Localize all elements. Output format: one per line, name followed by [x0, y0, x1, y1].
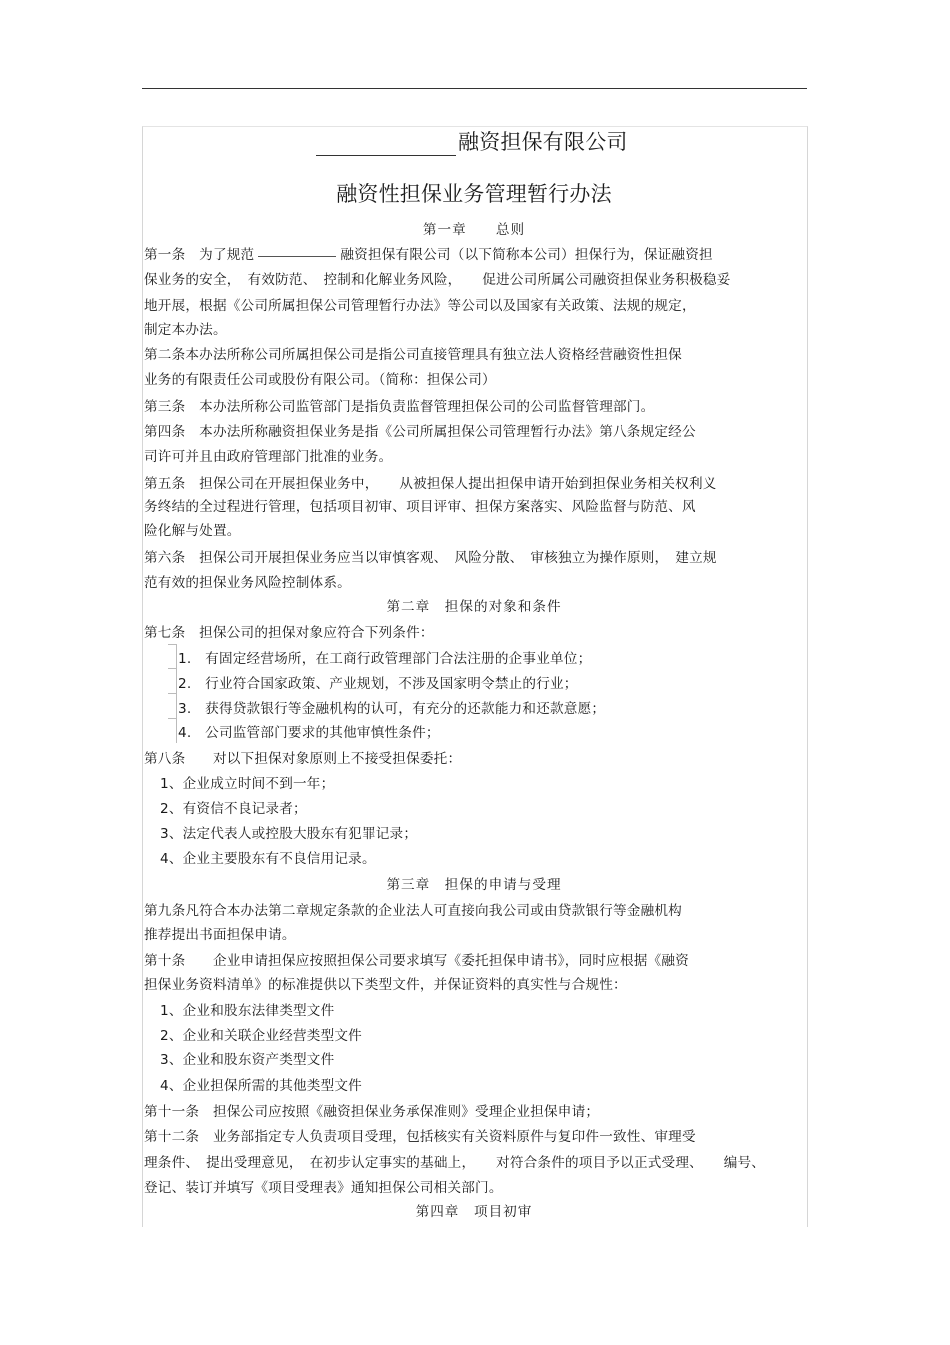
article-6-line-1: 第六条 担保公司开展担保业务应当以审慎客观、 风险分散、 审核独立为操作原则， 建立规: [144, 550, 717, 566]
article-3-line-1: 第三条 本办法所称公司监管部门是指负责监督管理担保公司的公司监督管理部门。: [144, 399, 655, 415]
article-2-line-1: 第二条本办法所称公司所属担保公司是指公司直接管理具有独立法人资格经营融资性担保: [144, 347, 682, 363]
article-1-line-3: 地开展，根据《公司所属担保公司管理暂行办法》等公司以及国家有关政策、法规的规定，: [144, 298, 696, 314]
article-12-line-3: 登记、装订并填写《项目受理表》通知担保公司相关部门。: [144, 1180, 503, 1196]
article-10-item-4: 4、企业担保所需的其他类型文件: [160, 1078, 362, 1094]
list-rule: [168, 718, 177, 743]
list-rule: [168, 668, 177, 693]
article-8-item-3: 3、法定代表人或控股大股东有犯罪记录；: [160, 826, 418, 842]
article-7-item-1: 1. 有固定经营场所，在工商行政管理部门合法注册的企事业单位；: [178, 651, 592, 667]
list-rule: [168, 693, 177, 718]
article-8-item-4: 4、企业主要股东有不良信用记录。: [160, 851, 376, 867]
article-12-line-2: 理条件、 提出受理意见， 在初步认定事实的基础上， 对符合条件的项目予以正式受理、 编号、: [144, 1155, 766, 1171]
chapter-3-heading: 第三章 担保的申请与受理: [386, 877, 562, 893]
article-9-line-2: 推荐提出书面担保申请。: [144, 927, 296, 943]
article-4-line-2: 司许可并且由政府管理部门批准的业务。: [144, 449, 393, 465]
article-5-line-3: 险化解与处置。: [144, 523, 241, 539]
document-title: 融资性担保业务管理暂行办法: [336, 182, 612, 206]
chapter-4-heading: 第四章 项目初审: [415, 1204, 533, 1220]
article-5-line-1: 第五条 担保公司在开展担保业务中， 从被担保人提出担保申请开始到担保业务相关权利义: [144, 476, 717, 492]
inline-blank: [258, 256, 336, 257]
article-10-line-1: 第十条 企业申请担保应按照担保公司要求填写《委托担保申请书》，同时应根据《融资: [144, 953, 689, 969]
company-name-blank: [316, 155, 456, 156]
article-9-line-1: 第九条凡符合本办法第二章规定条款的企业法人可直接向我公司或由贷款银行等金融机构: [144, 903, 682, 919]
chapter-2-heading: 第二章 担保的对象和条件: [386, 599, 562, 615]
article-10-item-1: 1、企业和股东法律类型文件: [160, 1003, 335, 1019]
company-name: 融资担保有限公司: [458, 130, 628, 154]
article-5-line-2: 务终结的全过程进行管理，包括项目初审、项目评审、担保方案落实、风险监督与防范、风: [144, 499, 696, 515]
article-10-line-2: 担保业务资料清单》的标准提供以下类型文件，并保证资料的真实性与合规性：: [144, 977, 627, 993]
article-7-item-2: 2. 行业符合国家政策、产业规划，不涉及国家明令禁止的行业；: [178, 676, 578, 692]
article-11-line-1: 第十一条 担保公司应按照《融资担保业务承保准则》受理企业担保申请；: [144, 1104, 600, 1120]
article-8-item-2: 2、有资信不良记录者；: [160, 801, 307, 817]
article-12-line-1: 第十二条 业务部指定专人负责项目受理，包括核实有关资料原件与复印件一致性、审理受: [144, 1129, 696, 1145]
article-8-line-1: 第八条 对以下担保对象原则上不接受担保委托：: [144, 751, 462, 767]
article-7-item-4: 4. 公司监管部门要求的其他审慎性条件；: [178, 725, 440, 741]
article-10-item-3: 3、企业和股东资产类型文件: [160, 1052, 335, 1068]
article-7-line-1: 第七条 担保公司的担保对象应符合下列条件：: [144, 625, 434, 641]
chapter-1-heading: 第一章 总则: [422, 222, 526, 238]
article-1-line-2: 保业务的安全， 有效防范、 控制和化解业务风险， 促进公司所属公司融资担保业务积极稳妥: [144, 272, 731, 288]
article-10-item-2: 2、企业和关联企业经营类型文件: [160, 1028, 362, 1044]
article-4-line-1: 第四条 本办法所称融资担保业务是指《公司所属担保公司管理暂行办法》第八条规定经公: [144, 424, 696, 440]
article-1-line-1: 第一条 为了规范 融资担保有限公司（以下简称本公司）担保行为，保证融资担: [144, 247, 713, 263]
article-8-item-1: 1、企业成立时间不到一年；: [160, 776, 335, 792]
article-1-line-4: 制定本办法。: [144, 322, 227, 338]
header-rule: [142, 88, 807, 89]
article-2-line-2: 业务的有限责任公司或股份有限公司。（简称：担保公司）: [144, 372, 496, 388]
article-6-line-2: 范有效的担保业务风险控制体系。: [144, 575, 351, 591]
list-rule: [168, 644, 177, 669]
article-7-item-3: 3. 获得贷款银行等金融机构的认可，有充分的还款能力和还款意愿；: [178, 701, 606, 717]
